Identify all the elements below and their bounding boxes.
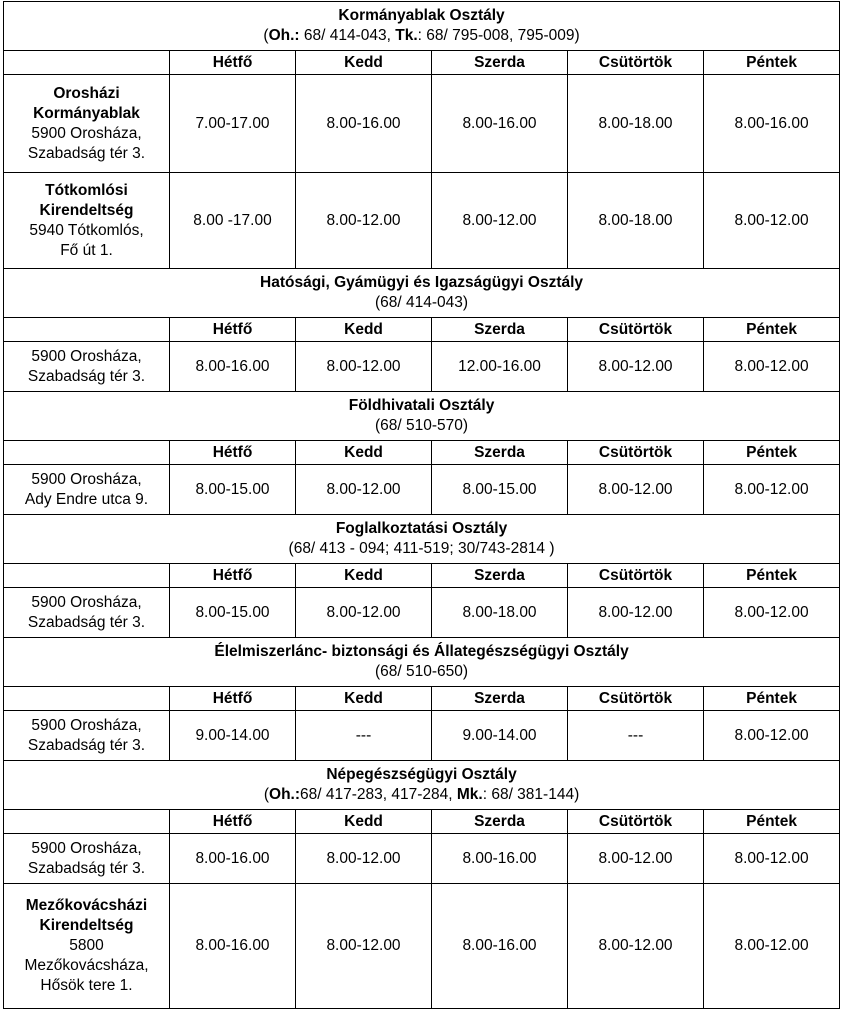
hours-cell: 8.00-12.00 <box>704 465 840 515</box>
phone-text: : 68/ 795-008, 795-009) <box>417 27 580 44</box>
location-row <box>4 465 840 515</box>
day-header-cell: Kedd <box>296 810 432 834</box>
hours-cell: 8.00-16.00 <box>704 75 840 173</box>
location-row <box>4 342 840 392</box>
hours-cell: 8.00-12.00 <box>568 834 704 884</box>
section-header <box>4 392 840 441</box>
day-header-cell: Kedd <box>296 441 432 465</box>
phone-text: (68/ 510-650) <box>375 663 469 680</box>
location-cell <box>4 465 170 515</box>
hours-cell: 8.00-12.00 <box>296 588 432 638</box>
location-cell <box>4 342 170 392</box>
phone-text: Mk. <box>456 786 483 803</box>
day-header-cell: Hétfő <box>170 318 296 342</box>
opening-hours-table <box>3 1 840 1009</box>
location-address: 5900 Orosháza, <box>31 470 142 488</box>
section-title: Hatósági, Gyámügyi és Igazságügyi Osztály <box>260 274 584 291</box>
day-header-cell: Csütörtök <box>568 687 704 711</box>
location-address: 5900 Orosháza, <box>31 593 142 611</box>
day-header-cell: Hétfő <box>170 51 296 75</box>
day-header-cell: Csütörtök <box>568 51 704 75</box>
location-name: Kirendeltség <box>39 201 134 219</box>
day-header-row <box>4 810 840 834</box>
day-header-cell: Szerda <box>432 687 568 711</box>
hours-cell: 8.00-18.00 <box>568 173 704 269</box>
section-phones <box>6 26 837 46</box>
day-header-cell: Szerda <box>432 564 568 588</box>
section-header-cell <box>4 638 840 687</box>
location-row <box>4 711 840 761</box>
day-header-row <box>4 687 840 711</box>
section-header <box>4 638 840 687</box>
empty-corner-cell <box>4 564 170 588</box>
location-cell <box>4 588 170 638</box>
hours-cell: 8.00-12.00 <box>432 173 568 269</box>
day-header-cell: Kedd <box>296 318 432 342</box>
hours-cell: 8.00-16.00 <box>170 884 296 1009</box>
section-title: Földhivatali Osztály <box>348 397 495 414</box>
location-address: Ady Endre utca 9. <box>24 490 149 508</box>
day-header-cell: Péntek <box>704 51 840 75</box>
location-row <box>4 588 840 638</box>
phone-text: : 68/ 381-144) <box>482 786 580 803</box>
hours-cell: 8.00-16.00 <box>170 342 296 392</box>
phone-text: ( <box>263 786 270 803</box>
day-header-cell: Hétfő <box>170 810 296 834</box>
phone-text: ( <box>263 27 269 44</box>
hours-cell: --- <box>296 711 432 761</box>
section-header-cell <box>4 515 840 564</box>
hours-cell: 8.00-12.00 <box>704 711 840 761</box>
hours-cell: 7.00-17.00 <box>170 75 296 173</box>
location-address: Szabadság tér 3. <box>27 144 146 162</box>
hours-cell: 8.00-15.00 <box>432 465 568 515</box>
hours-cell: 8.00-12.00 <box>296 465 432 515</box>
location-name: Kirendeltség <box>39 917 134 934</box>
section-phones <box>6 539 837 559</box>
hours-cell: 8.00-18.00 <box>568 75 704 173</box>
hours-cell: 8.00-16.00 <box>296 75 432 173</box>
section-title: Népegészségügyi Osztály <box>326 766 517 783</box>
location-cell <box>4 173 170 269</box>
phone-text: Tk. <box>395 27 418 44</box>
section-header-cell <box>4 269 840 318</box>
phone-text: (68/ 414-043) <box>375 294 469 311</box>
day-header-cell: Hétfő <box>170 687 296 711</box>
section-header <box>4 515 840 564</box>
empty-corner-cell <box>4 810 170 834</box>
location-cell <box>4 75 170 173</box>
hours-cell: 8.00-18.00 <box>432 588 568 638</box>
section-title: Foglalkoztatási Osztály <box>335 520 508 537</box>
empty-corner-cell <box>4 441 170 465</box>
hours-cell: 8.00 -17.00 <box>170 173 296 269</box>
table-body <box>4 2 840 1009</box>
hours-cell: 8.00-12.00 <box>704 588 840 638</box>
day-header-cell: Csütörtök <box>568 318 704 342</box>
day-header-cell: Kedd <box>296 51 432 75</box>
day-header-row <box>4 51 840 75</box>
hours-cell: 9.00-14.00 <box>432 711 568 761</box>
day-header-cell: Péntek <box>704 810 840 834</box>
location-address: 5940 Tótkomlós, <box>29 221 144 239</box>
hours-cell: --- <box>568 711 704 761</box>
location-address: 5900 Orosháza, <box>31 839 142 857</box>
hours-cell: 8.00-12.00 <box>568 588 704 638</box>
day-header-cell: Hétfő <box>170 441 296 465</box>
hours-cell: 8.00-15.00 <box>170 588 296 638</box>
hours-cell: 8.00-12.00 <box>704 884 840 1009</box>
location-address: 5900 Orosháza, <box>31 124 142 142</box>
day-header-cell: Szerda <box>432 51 568 75</box>
empty-corner-cell <box>4 318 170 342</box>
location-address: Mezőkovácsháza, <box>24 957 149 974</box>
location-row <box>4 173 840 269</box>
location-cell <box>4 884 170 1009</box>
hours-cell: 8.00-16.00 <box>432 75 568 173</box>
day-header-cell: Csütörtök <box>568 564 704 588</box>
day-header-cell: Kedd <box>296 564 432 588</box>
location-address: Fő út 1. <box>60 241 113 259</box>
phone-text: Oh.: <box>269 786 301 803</box>
section-phones <box>6 785 837 805</box>
section-phones <box>6 293 837 313</box>
day-header-cell: Péntek <box>704 441 840 465</box>
hours-cell: 8.00-12.00 <box>704 834 840 884</box>
day-header-cell: Hétfő <box>170 564 296 588</box>
section-header-cell <box>4 761 840 810</box>
location-row <box>4 75 840 173</box>
section-header <box>4 761 840 810</box>
hours-cell: 8.00-16.00 <box>170 834 296 884</box>
section-header-cell <box>4 392 840 441</box>
section-header <box>4 269 840 318</box>
phone-text: (68/ 413 - 094; 411-519; 30/743-2814 ) <box>288 540 555 557</box>
location-name: Kormányablak <box>33 104 140 122</box>
location-row <box>4 884 840 1009</box>
day-header-cell: Péntek <box>704 564 840 588</box>
location-address: 5900 Orosháza, <box>31 716 142 734</box>
empty-corner-cell <box>4 687 170 711</box>
hours-cell: 8.00-16.00 <box>432 884 568 1009</box>
hours-cell: 8.00-15.00 <box>170 465 296 515</box>
day-header-cell: Péntek <box>704 687 840 711</box>
location-address: Szabadság tér 3. <box>27 736 146 754</box>
empty-corner-cell <box>4 51 170 75</box>
location-name: Orosházi <box>53 84 120 102</box>
hours-cell: 8.00-12.00 <box>704 342 840 392</box>
day-header-row <box>4 441 840 465</box>
phone-text: Oh.: <box>268 27 300 44</box>
section-phones <box>6 662 837 682</box>
hours-cell: 8.00-12.00 <box>296 834 432 884</box>
day-header-cell: Szerda <box>432 810 568 834</box>
day-header-cell: Szerda <box>432 318 568 342</box>
hours-cell: 8.00-12.00 <box>568 884 704 1009</box>
hours-cell: 8.00-12.00 <box>296 884 432 1009</box>
location-name: Mezőkovácsházi <box>25 897 148 914</box>
hours-cell: 8.00-12.00 <box>568 465 704 515</box>
day-header-row <box>4 318 840 342</box>
location-address: Szabadság tér 3. <box>27 613 146 631</box>
day-header-row <box>4 564 840 588</box>
day-header-cell: Csütörtök <box>568 810 704 834</box>
hours-cell: 9.00-14.00 <box>170 711 296 761</box>
hours-cell: 8.00-12.00 <box>704 173 840 269</box>
section-title: Kormányablak Osztály <box>338 7 505 24</box>
day-header-cell: Csütörtök <box>568 441 704 465</box>
section-phones <box>6 416 837 436</box>
hours-cell: 8.00-12.00 <box>568 342 704 392</box>
location-name: Tótkomlósi <box>45 181 128 199</box>
location-address: Szabadság tér 3. <box>27 367 146 385</box>
location-cell <box>4 834 170 884</box>
section-header <box>4 2 840 51</box>
location-cell <box>4 711 170 761</box>
location-address: 5800 <box>69 937 104 954</box>
day-header-cell: Péntek <box>704 318 840 342</box>
section-header-cell <box>4 2 840 51</box>
phone-text: 68/ 414-043, <box>299 27 396 44</box>
phone-text: 68/ 417-283, 417-284, <box>300 786 457 803</box>
location-address: Hősök tere 1. <box>40 977 133 994</box>
day-header-cell: Kedd <box>296 687 432 711</box>
location-row <box>4 834 840 884</box>
phone-text: (68/ 510-570) <box>375 417 469 434</box>
hours-cell: 8.00-16.00 <box>432 834 568 884</box>
hours-cell: 12.00-16.00 <box>432 342 568 392</box>
location-address: Szabadság tér 3. <box>27 859 146 877</box>
location-address: 5900 Orosháza, <box>31 347 142 365</box>
day-header-cell: Szerda <box>432 441 568 465</box>
hours-cell: 8.00-12.00 <box>296 173 432 269</box>
section-title: Élelmiszerlánc- biztonsági és Állategészségügyi Osztály <box>214 643 629 660</box>
hours-cell: 8.00-12.00 <box>296 342 432 392</box>
